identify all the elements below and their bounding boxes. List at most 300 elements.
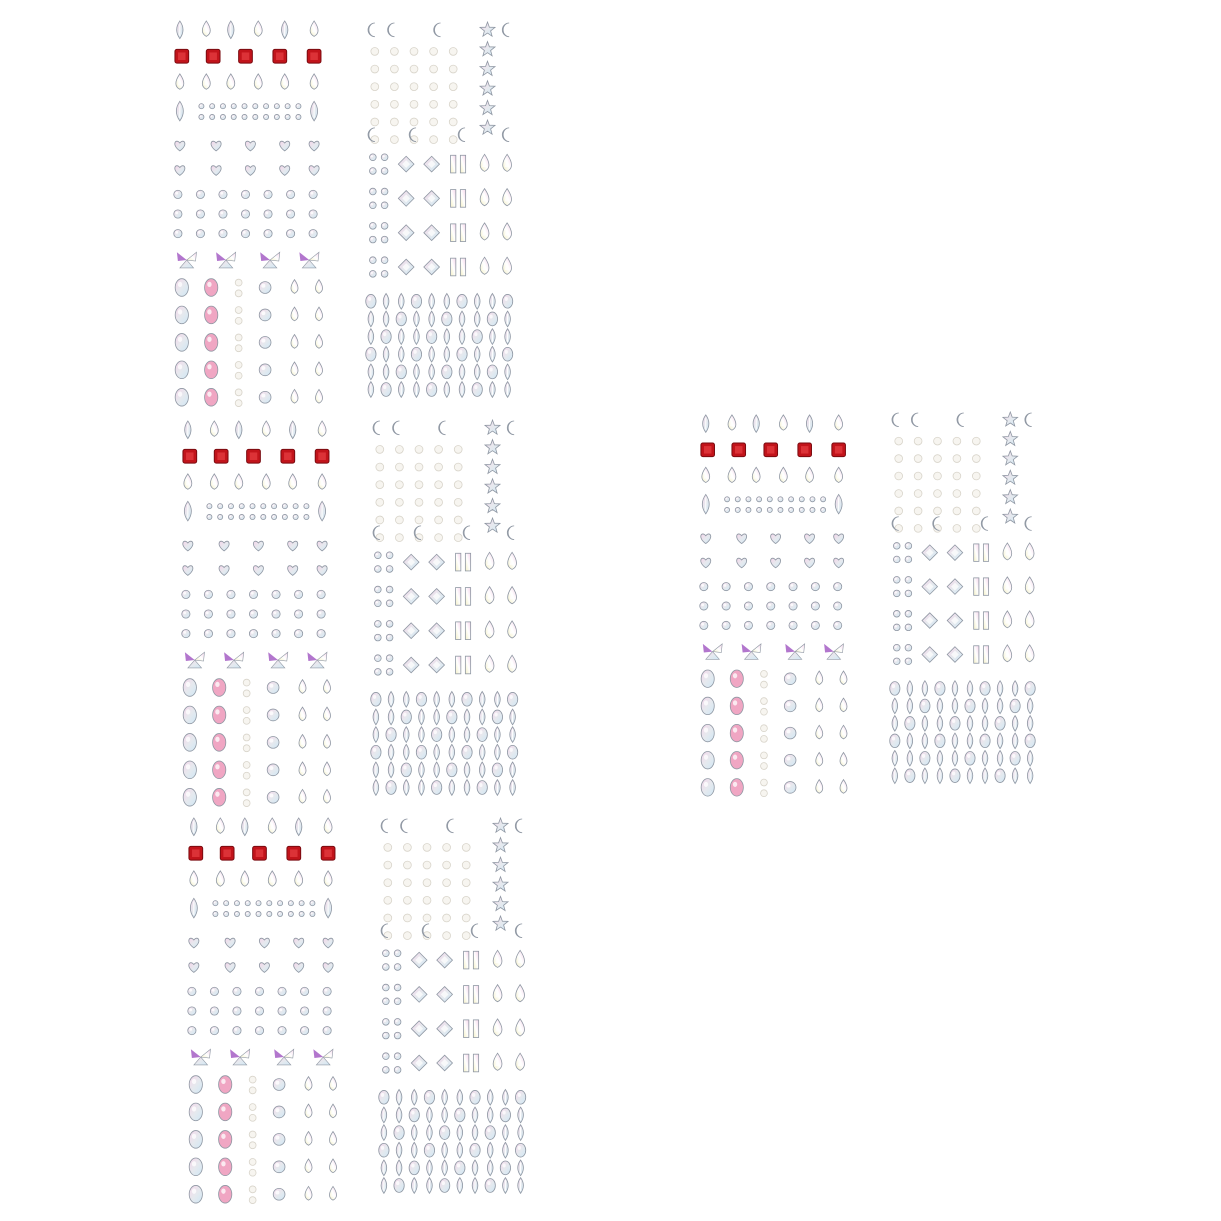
oval-rhinestone bbox=[995, 769, 1005, 783]
oval-rhinestone bbox=[730, 697, 743, 714]
pearl bbox=[462, 896, 470, 904]
baguette-rhinestone bbox=[456, 656, 461, 674]
round-rhinestone bbox=[834, 602, 842, 610]
heart-rhinestone bbox=[189, 938, 199, 948]
round-rhinestone bbox=[789, 497, 794, 502]
sticker-sheet-b bbox=[379, 818, 526, 1193]
pearl bbox=[454, 463, 462, 471]
round-rhinestone bbox=[255, 1026, 263, 1034]
marquise-rhinestone bbox=[403, 744, 409, 760]
marquise-rhinestone bbox=[464, 727, 470, 743]
marquise-rhinestone bbox=[457, 1089, 463, 1105]
marquise-rhinestone bbox=[702, 494, 709, 513]
round-rhinestone bbox=[757, 497, 762, 502]
oval-rhinestone bbox=[890, 734, 900, 748]
round-rhinestone bbox=[272, 504, 277, 509]
pearl bbox=[430, 47, 438, 55]
oval-rhinestone bbox=[730, 779, 743, 796]
pearl bbox=[423, 879, 431, 887]
teardrop-rhinestone bbox=[1025, 577, 1034, 594]
pearl bbox=[761, 752, 768, 759]
teardrop-rhinestone bbox=[318, 421, 326, 436]
diamond-rhinestone bbox=[411, 1021, 427, 1037]
marquise-rhinestone bbox=[398, 293, 404, 309]
oval-rhinestone bbox=[470, 1143, 480, 1157]
pearl bbox=[376, 463, 384, 471]
teardrop-rhinestone bbox=[840, 752, 847, 766]
pearl bbox=[449, 100, 457, 108]
round-rhinestone bbox=[218, 514, 223, 519]
oval-rhinestone bbox=[381, 330, 391, 344]
moon-rhinestone bbox=[439, 421, 446, 435]
pearl bbox=[443, 879, 451, 887]
oval-rhinestone bbox=[394, 1179, 404, 1193]
teardrop-rhinestone bbox=[318, 474, 326, 489]
teardrop-rhinestone bbox=[485, 552, 494, 569]
round-rhinestone bbox=[767, 507, 772, 512]
marquise-rhinestone bbox=[457, 1142, 463, 1158]
oval-rhinestone bbox=[219, 1185, 232, 1203]
oval-rhinestone bbox=[905, 717, 915, 731]
marquise-rhinestone bbox=[373, 780, 379, 796]
oval-rhinestone bbox=[205, 361, 218, 379]
marquise-rhinestone bbox=[368, 382, 374, 398]
marquise-rhinestone bbox=[997, 733, 1003, 749]
diamond-rhinestone bbox=[411, 1055, 427, 1071]
marquise-rhinestone bbox=[479, 709, 485, 725]
round-rhinestone bbox=[893, 577, 900, 584]
round-rhinestone bbox=[893, 624, 900, 631]
round-rhinestone bbox=[767, 621, 775, 629]
moon-rhinestone bbox=[373, 421, 380, 435]
pearl bbox=[914, 455, 922, 463]
oval-rhinestone bbox=[447, 763, 457, 777]
oval-rhinestone bbox=[366, 347, 376, 361]
round-rhinestone bbox=[264, 210, 272, 218]
round-rhinestone bbox=[273, 1188, 285, 1200]
round-rhinestone bbox=[299, 911, 304, 916]
marquise-rhinestone bbox=[434, 691, 440, 707]
pearl bbox=[243, 745, 250, 752]
marquise-rhinestone bbox=[459, 311, 465, 327]
pearl bbox=[443, 932, 451, 940]
round-rhinestone bbox=[821, 497, 826, 502]
pearl bbox=[235, 290, 242, 297]
marquise-rhinestone bbox=[907, 698, 913, 714]
star-rhinestone bbox=[1003, 470, 1018, 484]
heart-rhinestone bbox=[288, 566, 298, 576]
teardrop-rhinestone bbox=[176, 74, 184, 89]
round-rhinestone bbox=[394, 1032, 401, 1039]
diamond-rhinestone bbox=[398, 191, 414, 207]
red-square-rhinestone bbox=[239, 49, 253, 63]
round-rhinestone bbox=[725, 497, 730, 502]
round-rhinestone bbox=[210, 1026, 218, 1034]
marquise-rhinestone bbox=[429, 311, 435, 327]
star-rhinestone bbox=[485, 459, 500, 473]
marquise-rhinestone bbox=[368, 329, 374, 345]
round-rhinestone bbox=[288, 911, 293, 916]
marquise-rhinestone bbox=[319, 501, 326, 521]
pearl bbox=[914, 525, 922, 533]
oval-rhinestone bbox=[411, 294, 421, 308]
round-rhinestone bbox=[285, 104, 290, 109]
oval-rhinestone bbox=[507, 692, 517, 706]
sticker-sheet-a bbox=[174, 21, 323, 407]
round-rhinestone bbox=[267, 682, 279, 694]
round-rhinestone bbox=[296, 114, 301, 119]
teardrop-rhinestone bbox=[324, 871, 332, 886]
round-rhinestone bbox=[264, 104, 269, 109]
teardrop-rhinestone bbox=[1003, 611, 1012, 628]
marquise-rhinestone bbox=[952, 698, 958, 714]
round-rhinestone bbox=[210, 104, 215, 109]
oval-rhinestone bbox=[920, 699, 930, 713]
pearl bbox=[243, 690, 250, 697]
round-rhinestone bbox=[256, 901, 261, 906]
baguette-rhinestone bbox=[974, 544, 979, 561]
marquise-rhinestone bbox=[1027, 698, 1033, 714]
pearl bbox=[390, 100, 398, 108]
teardrop-rhinestone bbox=[305, 1159, 312, 1173]
star-rhinestone bbox=[493, 838, 508, 852]
teardrop-rhinestone bbox=[329, 1159, 336, 1173]
moon-rhinestone bbox=[515, 819, 522, 833]
diamond-rhinestone bbox=[429, 554, 445, 570]
marquise-rhinestone bbox=[457, 1178, 463, 1194]
diamond-rhinestone bbox=[947, 545, 963, 561]
teardrop-rhinestone bbox=[1003, 577, 1012, 594]
marquise-rhinestone bbox=[464, 780, 470, 796]
pearl bbox=[376, 498, 384, 506]
teardrop-rhinestone bbox=[324, 818, 332, 833]
marquise-rhinestone bbox=[459, 329, 465, 345]
oval-rhinestone bbox=[213, 706, 226, 724]
marquise-rhinestone bbox=[505, 364, 511, 380]
round-rhinestone bbox=[227, 610, 235, 618]
teardrop-rhinestone bbox=[816, 725, 823, 739]
round-rhinestone bbox=[239, 504, 244, 509]
sticker-sheet-b bbox=[890, 412, 1036, 784]
marquise-rhinestone bbox=[403, 780, 409, 796]
butterfly-rhinestone bbox=[785, 644, 804, 660]
marquise-rhinestone bbox=[184, 501, 191, 521]
round-rhinestone bbox=[182, 629, 190, 637]
pearl bbox=[895, 490, 903, 498]
teardrop-rhinestone bbox=[210, 421, 218, 436]
teardrop-rhinestone bbox=[503, 223, 512, 240]
star-rhinestone bbox=[1003, 431, 1018, 445]
pearl bbox=[895, 455, 903, 463]
pearl bbox=[376, 534, 384, 542]
oval-rhinestone bbox=[701, 752, 714, 769]
round-rhinestone bbox=[174, 190, 182, 198]
round-rhinestone bbox=[386, 669, 393, 676]
round-rhinestone bbox=[905, 610, 912, 617]
pearl bbox=[395, 463, 403, 471]
marquise-rhinestone bbox=[449, 727, 455, 743]
oval-rhinestone bbox=[500, 1108, 510, 1122]
diamond-rhinestone bbox=[424, 225, 440, 241]
pearl bbox=[235, 400, 242, 407]
marquise-rhinestone bbox=[381, 1160, 387, 1176]
pearl bbox=[462, 879, 470, 887]
oval-rhinestone bbox=[730, 752, 743, 769]
round-rhinestone bbox=[274, 114, 279, 119]
round-rhinestone bbox=[261, 504, 266, 509]
round-rhinestone bbox=[224, 911, 229, 916]
marquise-rhinestone bbox=[982, 698, 988, 714]
moon-rhinestone bbox=[911, 413, 918, 427]
round-rhinestone bbox=[810, 507, 815, 512]
butterfly-rhinestone bbox=[185, 652, 205, 668]
diamond-rhinestone bbox=[922, 613, 938, 629]
marquise-rhinestone bbox=[459, 382, 465, 398]
round-rhinestone bbox=[370, 202, 377, 209]
teardrop-rhinestone bbox=[241, 871, 249, 886]
round-rhinestone bbox=[381, 223, 388, 230]
pearl bbox=[235, 361, 242, 368]
teardrop-rhinestone bbox=[816, 671, 823, 685]
round-rhinestone bbox=[381, 271, 388, 278]
round-rhinestone bbox=[386, 566, 393, 573]
oval-rhinestone bbox=[457, 294, 467, 308]
pearl bbox=[410, 65, 418, 73]
marquise-rhinestone bbox=[490, 329, 496, 345]
oval-rhinestone bbox=[980, 682, 990, 696]
diamond-rhinestone bbox=[403, 554, 419, 570]
teardrop-rhinestone bbox=[281, 74, 289, 89]
diamond-rhinestone bbox=[437, 1055, 453, 1071]
marquise-rhinestone bbox=[427, 1107, 433, 1123]
baguette-rhinestone bbox=[456, 553, 461, 571]
round-rhinestone bbox=[213, 911, 218, 916]
pearl bbox=[376, 516, 384, 524]
round-rhinestone bbox=[746, 497, 751, 502]
round-rhinestone bbox=[231, 114, 236, 119]
heart-rhinestone bbox=[280, 166, 290, 176]
round-rhinestone bbox=[735, 507, 740, 512]
marquise-rhinestone bbox=[907, 751, 913, 767]
butterfly-rhinestone bbox=[230, 1049, 250, 1065]
pearl bbox=[235, 372, 242, 379]
round-rhinestone bbox=[744, 602, 752, 610]
marquise-rhinestone bbox=[490, 293, 496, 309]
diamond-rhinestone bbox=[437, 987, 453, 1003]
oval-rhinestone bbox=[396, 312, 406, 326]
round-rhinestone bbox=[220, 114, 225, 119]
pearl bbox=[443, 861, 451, 869]
pearl bbox=[449, 65, 457, 73]
marquise-rhinestone bbox=[383, 311, 389, 327]
oval-rhinestone bbox=[394, 1126, 404, 1140]
teardrop-rhinestone bbox=[190, 871, 198, 886]
marquise-rhinestone bbox=[444, 293, 450, 309]
pearl bbox=[243, 772, 250, 779]
marquise-rhinestone bbox=[368, 364, 374, 380]
pearl bbox=[249, 1087, 256, 1094]
round-rhinestone bbox=[309, 210, 317, 218]
diamond-rhinestone bbox=[411, 987, 427, 1003]
marquise-rhinestone bbox=[381, 1178, 387, 1194]
round-rhinestone bbox=[249, 590, 257, 598]
round-rhinestone bbox=[810, 497, 815, 502]
round-rhinestone bbox=[273, 1161, 285, 1173]
butterfly-rhinestone bbox=[260, 252, 280, 268]
round-rhinestone bbox=[383, 984, 390, 991]
heart-rhinestone bbox=[253, 566, 263, 576]
pearl bbox=[462, 914, 470, 922]
oval-rhinestone bbox=[1025, 734, 1035, 748]
heart-rhinestone bbox=[253, 541, 263, 551]
teardrop-rhinestone bbox=[508, 655, 517, 672]
red-square-rhinestone bbox=[732, 443, 746, 457]
teardrop-rhinestone bbox=[835, 467, 843, 482]
oval-rhinestone bbox=[175, 306, 188, 324]
marquise-rhinestone bbox=[479, 744, 485, 760]
marquise-rhinestone bbox=[495, 780, 501, 796]
round-rhinestone bbox=[375, 566, 382, 573]
round-rhinestone bbox=[219, 190, 227, 198]
diamond-rhinestone bbox=[429, 589, 445, 605]
oval-rhinestone bbox=[431, 728, 441, 742]
baguette-rhinestone bbox=[974, 646, 979, 663]
sticker-sheet-a bbox=[188, 818, 337, 1204]
diamond-rhinestone bbox=[424, 156, 440, 172]
round-rhinestone bbox=[799, 497, 804, 502]
pearl bbox=[384, 843, 392, 851]
round-rhinestone bbox=[267, 791, 279, 803]
oval-rhinestone bbox=[1025, 682, 1035, 696]
oval-rhinestone bbox=[386, 781, 396, 795]
oval-rhinestone bbox=[477, 728, 487, 742]
baguette-rhinestone bbox=[974, 612, 979, 629]
round-rhinestone bbox=[893, 610, 900, 617]
oval-rhinestone bbox=[995, 717, 1005, 731]
marquise-rhinestone bbox=[290, 421, 296, 439]
round-rhinestone bbox=[207, 504, 212, 509]
round-rhinestone bbox=[255, 1007, 263, 1015]
round-rhinestone bbox=[278, 987, 286, 995]
teardrop-rhinestone bbox=[493, 950, 502, 967]
round-rhinestone bbox=[227, 590, 235, 598]
marquise-rhinestone bbox=[487, 1107, 493, 1123]
marquise-rhinestone bbox=[398, 329, 404, 345]
teardrop-rhinestone bbox=[329, 1132, 336, 1146]
oval-rhinestone bbox=[502, 294, 512, 308]
round-rhinestone bbox=[767, 602, 775, 610]
diamond-rhinestone bbox=[429, 657, 445, 673]
round-rhinestone bbox=[893, 556, 900, 563]
red-square-rhinestone bbox=[247, 449, 261, 463]
oval-rhinestone bbox=[485, 1126, 495, 1140]
heart-rhinestone bbox=[834, 534, 844, 544]
sticker-sheet-b bbox=[366, 22, 513, 397]
oval-rhinestone bbox=[175, 388, 188, 406]
pearl bbox=[384, 896, 392, 904]
pearl bbox=[761, 671, 768, 678]
round-rhinestone bbox=[811, 583, 819, 591]
heart-rhinestone bbox=[701, 558, 711, 568]
oval-rhinestone bbox=[205, 334, 218, 352]
baguette-rhinestone bbox=[451, 258, 456, 276]
star-rhinestone bbox=[493, 896, 508, 910]
diamond-rhinestone bbox=[437, 952, 453, 968]
pearl bbox=[454, 516, 462, 524]
star-rhinestone bbox=[493, 916, 508, 930]
marquise-rhinestone bbox=[419, 762, 425, 778]
oval-rhinestone bbox=[189, 1103, 202, 1121]
marquise-rhinestone bbox=[952, 681, 958, 697]
round-rhinestone bbox=[386, 586, 393, 593]
oval-rhinestone bbox=[219, 1103, 232, 1121]
teardrop-rhinestone bbox=[216, 818, 224, 833]
marquise-rhinestone bbox=[388, 691, 394, 707]
oval-rhinestone bbox=[1010, 752, 1020, 766]
teardrop-rhinestone bbox=[305, 1104, 312, 1118]
moon-rhinestone bbox=[502, 23, 509, 37]
pearl bbox=[953, 490, 961, 498]
round-rhinestone bbox=[309, 190, 317, 198]
teardrop-rhinestone bbox=[485, 655, 494, 672]
marquise-rhinestone bbox=[373, 762, 379, 778]
marquise-rhinestone bbox=[419, 780, 425, 796]
heart-rhinestone bbox=[309, 141, 319, 151]
pearl bbox=[371, 65, 379, 73]
round-rhinestone bbox=[259, 364, 271, 376]
teardrop-rhinestone bbox=[480, 257, 489, 274]
pearl bbox=[972, 455, 980, 463]
marquise-rhinestone bbox=[429, 293, 435, 309]
baguette-rhinestone bbox=[473, 1054, 478, 1072]
marquise-rhinestone bbox=[518, 1178, 524, 1194]
oval-rhinestone bbox=[205, 279, 218, 297]
oval-rhinestone bbox=[379, 1090, 389, 1104]
pearl bbox=[390, 83, 398, 91]
pearl bbox=[395, 534, 403, 542]
pearl bbox=[371, 47, 379, 55]
pearl bbox=[415, 463, 423, 471]
oval-rhinestone bbox=[457, 347, 467, 361]
round-rhinestone bbox=[188, 1026, 196, 1034]
pearl bbox=[914, 437, 922, 445]
round-rhinestone bbox=[174, 210, 182, 218]
round-rhinestone bbox=[299, 901, 304, 906]
teardrop-rhinestone bbox=[702, 467, 710, 482]
red-square-rhinestone bbox=[832, 443, 846, 457]
diamond-rhinestone bbox=[398, 156, 414, 172]
pearl bbox=[953, 507, 961, 515]
red-square-rhinestone bbox=[315, 449, 329, 463]
heart-rhinestone bbox=[323, 938, 333, 948]
oval-rhinestone bbox=[426, 383, 436, 397]
round-rhinestone bbox=[375, 586, 382, 593]
pearl bbox=[243, 707, 250, 714]
baguette-rhinestone bbox=[465, 553, 470, 571]
teardrop-rhinestone bbox=[480, 189, 489, 206]
teardrop-rhinestone bbox=[315, 307, 322, 321]
pearl bbox=[243, 717, 250, 724]
baguette-rhinestone bbox=[983, 612, 988, 629]
diamond-rhinestone bbox=[403, 589, 419, 605]
pearl bbox=[423, 861, 431, 869]
pearl bbox=[410, 118, 418, 126]
pearl bbox=[395, 498, 403, 506]
marquise-rhinestone bbox=[922, 768, 928, 784]
teardrop-rhinestone bbox=[485, 621, 494, 638]
teardrop-rhinestone bbox=[310, 21, 318, 36]
round-rhinestone bbox=[310, 901, 315, 906]
